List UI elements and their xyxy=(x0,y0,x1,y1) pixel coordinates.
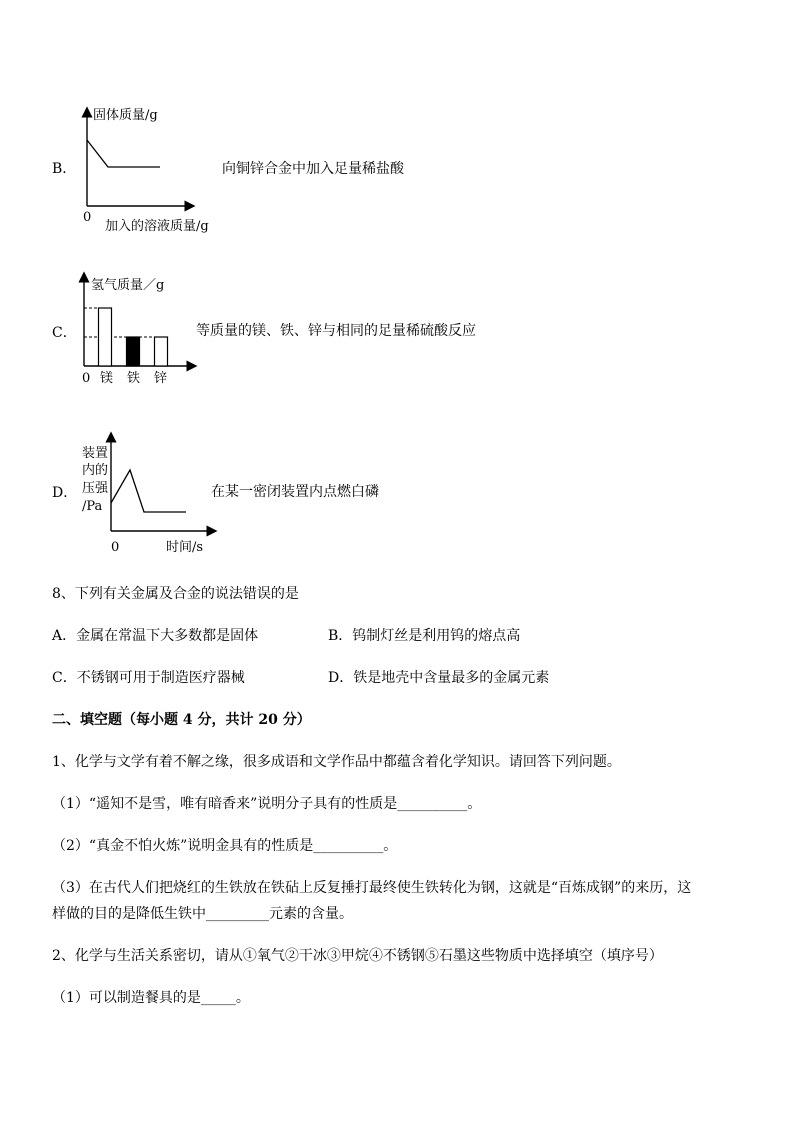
option-c-chart xyxy=(70,275,200,375)
option-d-origin: 0 xyxy=(111,540,120,555)
option-c-category-fe: 铁 xyxy=(127,371,141,386)
option-b-letter: B． xyxy=(52,161,77,177)
option-b-origin: 0 xyxy=(83,210,92,225)
option-d-y-label-3: 压强 xyxy=(82,481,109,496)
option-d-curve xyxy=(111,470,186,512)
q8-option-b: B．钨制灯丝是利用钨的熔点高 xyxy=(328,628,521,644)
option-c-desc: 等质量的镁、铁、锌与相同的足量稀硫酸反应 xyxy=(196,323,476,339)
option-c-y-label: 氢气质量／g xyxy=(91,278,165,293)
option-c-bar-2 xyxy=(127,337,140,366)
q1-part-1: （1）“遥知不是雪，唯有暗香来”说明分子具有的性质是__________。 xyxy=(52,796,482,812)
option-d-y-label-4: /Pa xyxy=(82,499,103,514)
option-d-x-label: 时间/s xyxy=(166,540,204,555)
q8-stem: 8、下列有关金属及合金的说法错误的是 xyxy=(52,586,299,602)
q1-stem: 1、化学与文学有着不解之缘，很多成语和文学作品中都蕴含着化学知识。请回答下列问题。 xyxy=(52,754,621,770)
q8-option-d: D．铁是地壳中含量最多的金属元素 xyxy=(328,670,550,686)
option-c-bar-1 xyxy=(99,308,112,366)
option-c-category-zn: 锌 xyxy=(154,371,168,386)
option-d-desc: 在某一密闭装置内点燃白磷 xyxy=(211,484,379,500)
section-heading: 二、填空题（每小题 4 分，共计 20 分） xyxy=(52,712,311,728)
option-b-desc: 向铜锌合金中加入足量稀盐酸 xyxy=(222,161,404,177)
q1-part-3-line-1: （3）在古代人们把烧红的生铁放在铁砧上反复捶打最终使生铁转化为钢，这就是“百炼成钢”的来历，这 xyxy=(52,880,692,896)
option-d-y-label-2: 内的 xyxy=(82,463,109,478)
option-c-category-mg: 镁 xyxy=(100,371,114,386)
q1-part-2: （2）“真金不怕火炼”说明金具有的性质是__________。 xyxy=(52,838,398,854)
option-c-bar-3 xyxy=(155,337,168,366)
option-b-x-label: 加入的溶液质量/g xyxy=(105,219,209,234)
option-c-origin: 0 xyxy=(82,371,91,386)
option-d-letter: D． xyxy=(52,485,78,501)
q2-part-1: （1）可以制造餐具的是_____。 xyxy=(52,990,250,1006)
q1-part-3-line-2: 样做的目的是降低生铁中_________元素的含量。 xyxy=(52,906,353,922)
q8-option-c: C．不锈钢可用于制造医疗器械 xyxy=(52,670,245,686)
option-c-letter: C． xyxy=(52,325,77,341)
option-d-graph xyxy=(100,435,220,535)
option-d-y-label-1: 装置 xyxy=(82,446,109,461)
q2-stem: 2、化学与生活关系密切，请从①氧气②干冰③甲烷④不锈钢⑤石墨这些物质中选择填空（填序号） xyxy=(52,948,663,964)
option-b-y-label: 固体质量/g xyxy=(93,108,158,123)
option-b-curve xyxy=(87,140,160,167)
q8-option-a: A．金属在常温下大多数都是固体 xyxy=(52,628,259,644)
